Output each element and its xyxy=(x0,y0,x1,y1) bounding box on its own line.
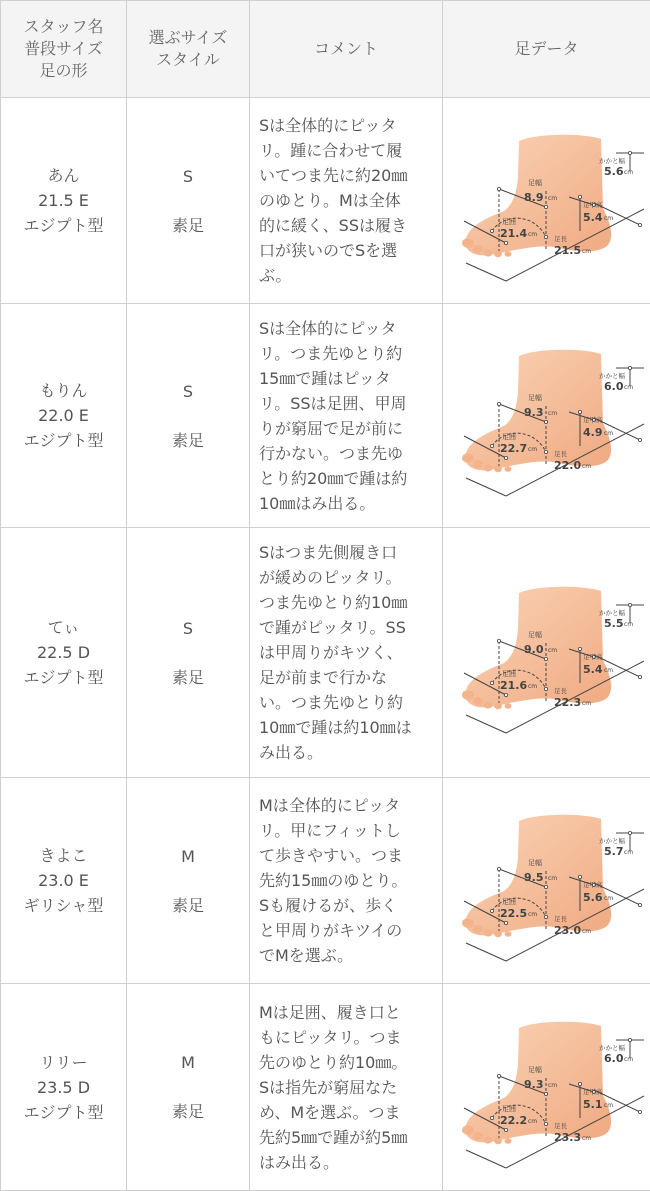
instep-unit: cm xyxy=(603,215,613,222)
toe-shape xyxy=(494,466,502,472)
size-spacer xyxy=(127,404,249,428)
width-unit: cm xyxy=(547,875,557,882)
comment-line: Mは足囲、履き口と xyxy=(259,1002,401,1022)
width-value: 9.3 xyxy=(523,406,543,419)
heel-value: 5.6 xyxy=(603,165,623,178)
measure-point xyxy=(628,366,631,369)
chosen-size: S xyxy=(182,166,194,186)
comment-cell xyxy=(250,778,443,984)
toe-shape xyxy=(462,238,474,248)
measure-point xyxy=(638,223,641,226)
length-label: 足長 xyxy=(553,687,567,695)
foot-shape: ギリシャ型 xyxy=(23,896,104,915)
toe-shape xyxy=(473,697,483,705)
usual-size: 23.0 E xyxy=(38,871,89,890)
comment-line: ぶ。 xyxy=(259,266,292,285)
measure-point xyxy=(490,681,493,684)
toe-shape xyxy=(494,251,502,257)
width-unit: cm xyxy=(547,410,557,417)
girth-value: 21.4 xyxy=(499,227,527,240)
header-size-line: 選ぶサイズ xyxy=(148,28,228,47)
toe-shape xyxy=(504,703,511,709)
staff-name: あん xyxy=(47,166,80,185)
header-staff-line: 普段サイズ xyxy=(24,39,103,58)
heel-label: かかと幅 xyxy=(598,372,625,380)
measure-point xyxy=(490,229,493,232)
size-cell xyxy=(127,304,250,528)
measure-point xyxy=(544,1092,547,1095)
staff-name: てぃ xyxy=(47,618,80,637)
toe-shape xyxy=(504,931,511,937)
girth-unit: cm xyxy=(527,231,537,238)
measure-point xyxy=(504,241,507,244)
length-line xyxy=(466,263,506,281)
length-value: 23.0 xyxy=(553,924,581,937)
measure-point xyxy=(628,151,631,154)
width-label: 足幅 xyxy=(527,1065,542,1074)
instep-unit: cm xyxy=(603,667,613,674)
toe-shape xyxy=(462,1125,474,1135)
comment-line: Sは全体的にピッタ xyxy=(259,116,397,135)
comment-line: み出る。 xyxy=(259,743,324,762)
toe-shape xyxy=(462,690,474,700)
toe-shape xyxy=(473,925,483,933)
comment-line: て歩きやすい。つま xyxy=(259,846,404,865)
toe-shape xyxy=(483,1136,492,1143)
girth-value: 22.7 xyxy=(499,442,527,455)
usual-size: 22.0 E xyxy=(38,406,89,425)
header-staff-line: スタッフ名 xyxy=(23,17,104,36)
girth-unit: cm xyxy=(527,911,537,918)
measure-point xyxy=(628,831,631,834)
foot-diagram xyxy=(444,113,650,288)
heel-value: 5.7 xyxy=(603,845,623,858)
comment-line: 15㎜で踵はピッタ xyxy=(259,368,391,388)
comment-line: リ。SSは足囲、甲周 xyxy=(259,393,407,413)
staff-name: もりん xyxy=(39,381,88,400)
chosen-size: S xyxy=(182,618,194,638)
staff-cell xyxy=(1,528,127,778)
toe-shape xyxy=(483,249,492,256)
girth-value: 21.6 xyxy=(499,679,527,692)
instep-label: 足甲高 xyxy=(582,881,602,889)
girth-unit: cm xyxy=(527,446,537,453)
measure-point xyxy=(544,235,547,238)
girth-label: 足囲 xyxy=(501,898,516,906)
heel-value: 6.0 xyxy=(603,380,623,393)
measure-point xyxy=(504,456,507,459)
header-foot-data: 足データ xyxy=(443,1,650,98)
length-value: 22.0 xyxy=(553,459,581,472)
staff-name: きよこ xyxy=(39,846,88,865)
length-line xyxy=(466,1150,506,1168)
measure-point xyxy=(490,1116,493,1119)
toe-shape xyxy=(462,453,474,463)
width-label: 足幅 xyxy=(527,859,542,867)
measure-point xyxy=(544,1122,547,1125)
size-spacer xyxy=(127,189,249,213)
foot-shape: エジプト型 xyxy=(23,668,104,687)
style-label: 素足 xyxy=(171,1102,204,1121)
table-row xyxy=(1,98,650,304)
comment-line: いてつま先に約20㎜ xyxy=(259,166,408,185)
heel-unit: cm xyxy=(623,384,633,391)
comment-line: リ。つま先ゆとり約 xyxy=(259,343,403,363)
width-value: 9.0 xyxy=(523,643,543,656)
usual-size: 21.5 E xyxy=(38,191,89,210)
measure-point xyxy=(544,657,547,660)
measure-point xyxy=(497,867,500,870)
foot-shape: エジプト型 xyxy=(23,216,104,235)
heel-unit: cm xyxy=(623,1055,633,1063)
comment-line: Sは全体的にピッタ xyxy=(259,318,397,338)
instep-unit: cm xyxy=(603,895,613,902)
comment-line: Mは全体的にピッタ xyxy=(259,796,401,815)
length-label: 足長 xyxy=(553,1121,567,1130)
instep-value: 5.6 xyxy=(582,891,602,904)
instep-value: 5.4 xyxy=(582,663,602,676)
measure-point xyxy=(578,875,581,878)
foot-diagram xyxy=(444,793,650,968)
comment-line: 先約15㎜のゆとり。 xyxy=(259,871,408,890)
measure-point xyxy=(544,687,547,690)
chosen-size: M xyxy=(181,1053,195,1072)
width-value: 8.9 xyxy=(523,191,543,204)
length-label: 足長 xyxy=(553,235,567,243)
measure-point xyxy=(544,885,547,888)
header-staff xyxy=(1,1,127,98)
heel-unit: cm xyxy=(623,169,633,176)
style-label: 素足 xyxy=(171,667,204,687)
toe-shape xyxy=(494,931,502,937)
length-value: 23.3 xyxy=(553,1130,581,1144)
foot-data-cell xyxy=(443,984,650,1191)
measure-point xyxy=(544,205,547,208)
comment-line: で踵がピッタリ。SS xyxy=(259,618,406,637)
measure-point xyxy=(490,909,493,912)
comment-line: 行かない。つま先ゆ xyxy=(259,443,404,463)
instep-unit: cm xyxy=(603,1101,613,1109)
measure-point xyxy=(628,1038,631,1041)
style-label: 素足 xyxy=(171,895,204,915)
comment-line: 先約5㎜で踵が約5㎜ xyxy=(259,1127,408,1147)
comment-line: 10㎜で踵は約10㎜は xyxy=(259,718,412,737)
heel-label: かかと幅 xyxy=(598,837,625,845)
length-line xyxy=(466,943,506,961)
instep-value: 5.1 xyxy=(582,1097,602,1111)
comment-line: リ。踵に合わせて履 xyxy=(259,141,403,160)
size-spacer xyxy=(127,641,249,665)
comment-line: のゆとり。Mは全体 xyxy=(259,191,401,210)
staff-cell xyxy=(1,778,127,984)
width-label: 足幅 xyxy=(527,179,542,187)
comment-line: でMを選ぶ。 xyxy=(259,946,354,965)
measure-point xyxy=(504,693,507,696)
heel-label: かかと幅 xyxy=(598,609,625,617)
toe-shape xyxy=(504,466,511,472)
measure-point xyxy=(497,639,500,642)
table-header-row xyxy=(1,1,650,98)
girth-unit: cm xyxy=(527,1117,537,1125)
length-unit: cm xyxy=(581,1134,591,1142)
style-label: 素足 xyxy=(171,215,204,235)
heel-value: 5.5 xyxy=(603,617,623,630)
comment-cell xyxy=(250,528,443,778)
girth-unit: cm xyxy=(527,683,537,690)
measure-point xyxy=(638,1110,641,1113)
comment-line: は甲周りがキツく、 xyxy=(259,643,403,662)
toe-shape xyxy=(473,245,483,253)
staff-cell xyxy=(1,304,127,528)
comment-line: とり約20㎜で踵は約 xyxy=(259,468,408,488)
measure-point xyxy=(578,647,581,650)
length-value: 21.5 xyxy=(553,244,581,257)
measure-point xyxy=(638,438,641,441)
toe-shape xyxy=(473,460,483,468)
instep-value: 4.9 xyxy=(582,426,602,439)
instep-value: 5.4 xyxy=(582,211,602,224)
girth-value: 22.2 xyxy=(499,1113,527,1127)
measure-point xyxy=(497,187,500,190)
width-value: 9.5 xyxy=(523,871,543,884)
measure-point xyxy=(578,195,581,198)
comment-cell xyxy=(250,304,443,528)
size-spacer xyxy=(127,1075,249,1099)
toe-shape xyxy=(483,929,492,936)
instep-label: 足甲高 xyxy=(582,1087,602,1096)
comment-line: リ。甲にフィットし xyxy=(259,821,401,840)
size-cell xyxy=(127,528,250,778)
foot-diagram xyxy=(444,1000,650,1175)
toe-shape xyxy=(473,1132,483,1140)
table-row xyxy=(1,778,650,984)
size-spacer xyxy=(127,869,249,893)
instep-unit: cm xyxy=(603,430,613,437)
comment-line: りが窮屈で足が前に xyxy=(259,418,404,438)
staff-name: リリー xyxy=(39,1052,88,1072)
instep-label: 足甲高 xyxy=(582,201,602,209)
staff-cell xyxy=(1,98,127,304)
measure-point xyxy=(504,1128,507,1131)
length-label: 足長 xyxy=(553,915,567,923)
comment-line: 先のゆとり約10㎜。 xyxy=(259,1052,408,1072)
comment-line: もにピッタリ。つま xyxy=(259,1027,402,1047)
heel-value: 6.0 xyxy=(603,1051,623,1065)
toe-shape xyxy=(483,701,492,708)
width-unit: cm xyxy=(547,195,557,202)
table-row xyxy=(1,984,650,1191)
comment-line: と甲周りがキツイの xyxy=(259,921,403,940)
heel-unit: cm xyxy=(623,621,633,628)
comment-line: 足が前まで行かな xyxy=(259,668,388,687)
toe-shape xyxy=(462,918,474,928)
foot-shape: エジプト型 xyxy=(23,1102,104,1122)
heel-label: かかと幅 xyxy=(598,1043,625,1052)
table-row xyxy=(1,304,650,528)
length-value: 22.3 xyxy=(553,696,581,709)
toe-shape xyxy=(494,1137,502,1143)
header-staff-line: 足の形 xyxy=(39,61,88,80)
comment-line: 的に緩く、SSは履き xyxy=(259,216,407,235)
width-label: 足幅 xyxy=(527,394,542,402)
comment-line: め、Mを選ぶ。つま xyxy=(259,1102,401,1122)
comment-line: い。つま先ゆとり約 xyxy=(259,693,404,712)
measure-point xyxy=(544,915,547,918)
measure-point xyxy=(497,402,500,405)
comment-line: Sは指先が窮屈なた xyxy=(259,1077,398,1097)
toe-shape xyxy=(483,464,492,471)
length-unit: cm xyxy=(581,248,591,255)
length-unit: cm xyxy=(581,463,591,470)
length-line xyxy=(466,715,506,733)
style-label: 素足 xyxy=(171,430,204,450)
measure-point xyxy=(578,1082,581,1085)
size-cell xyxy=(127,984,250,1191)
width-unit: cm xyxy=(547,647,557,654)
comment-line: はみ出る。 xyxy=(259,1152,340,1172)
foot-diagram xyxy=(444,565,650,740)
comment-cell xyxy=(250,98,443,304)
length-line xyxy=(466,478,506,496)
foot-diagram xyxy=(444,328,650,503)
girth-label: 足囲 xyxy=(501,218,516,226)
comment-line: Sも履けるが、歩く xyxy=(259,896,398,915)
usual-size: 22.5 D xyxy=(36,643,91,662)
foot-data-cell xyxy=(443,98,650,304)
size-cell xyxy=(127,98,250,304)
comment-line: Sはつま先側履き口 xyxy=(259,543,398,562)
measure-point xyxy=(578,410,581,413)
measure-point xyxy=(490,444,493,447)
toe-shape xyxy=(494,703,502,709)
foot-data-cell xyxy=(443,304,650,528)
foot-data-cell xyxy=(443,778,650,984)
size-cell xyxy=(127,778,250,984)
length-label: 足長 xyxy=(553,450,567,458)
instep-label: 足甲高 xyxy=(582,653,602,661)
measure-point xyxy=(638,675,641,678)
comment-cell xyxy=(250,984,443,1191)
foot-shape: エジプト型 xyxy=(23,431,104,450)
chosen-size: M xyxy=(181,846,195,866)
toe-shape xyxy=(504,1138,511,1144)
measure-point xyxy=(544,420,547,423)
heel-label: かかと幅 xyxy=(598,157,625,165)
heel-unit: cm xyxy=(623,849,633,856)
comment-line: つま先ゆとり約10㎜ xyxy=(259,593,408,612)
girth-value: 22.5 xyxy=(499,907,527,920)
measure-point xyxy=(504,921,507,924)
comment-line: 口が狭いのでSを選 xyxy=(259,241,398,260)
header-size-line: スタイル xyxy=(156,50,220,69)
chosen-size: S xyxy=(182,381,194,401)
table-row xyxy=(1,528,650,778)
comment-line: 10㎜はみ出る。 xyxy=(259,493,376,513)
usual-size: 23.5 D xyxy=(36,1077,91,1097)
measure-point xyxy=(497,1074,500,1077)
measure-point xyxy=(628,603,631,606)
length-unit: cm xyxy=(581,700,591,707)
width-label: 足幅 xyxy=(527,631,542,639)
instep-label: 足甲高 xyxy=(582,416,602,424)
foot-data-cell xyxy=(443,528,650,778)
girth-label: 足囲 xyxy=(501,433,516,441)
header-size xyxy=(127,1,250,98)
girth-label: 足囲 xyxy=(501,670,516,678)
measure-point xyxy=(638,903,641,906)
staff-cell xyxy=(1,984,127,1191)
length-unit: cm xyxy=(581,928,591,935)
width-value: 9.3 xyxy=(523,1077,543,1091)
toe-shape xyxy=(504,251,511,257)
header-comment: コメント xyxy=(250,1,443,98)
girth-label: 足囲 xyxy=(501,1104,516,1113)
comment-line: が緩めのピッタリ。 xyxy=(259,568,402,587)
width-unit: cm xyxy=(547,1081,557,1089)
measure-point xyxy=(544,450,547,453)
